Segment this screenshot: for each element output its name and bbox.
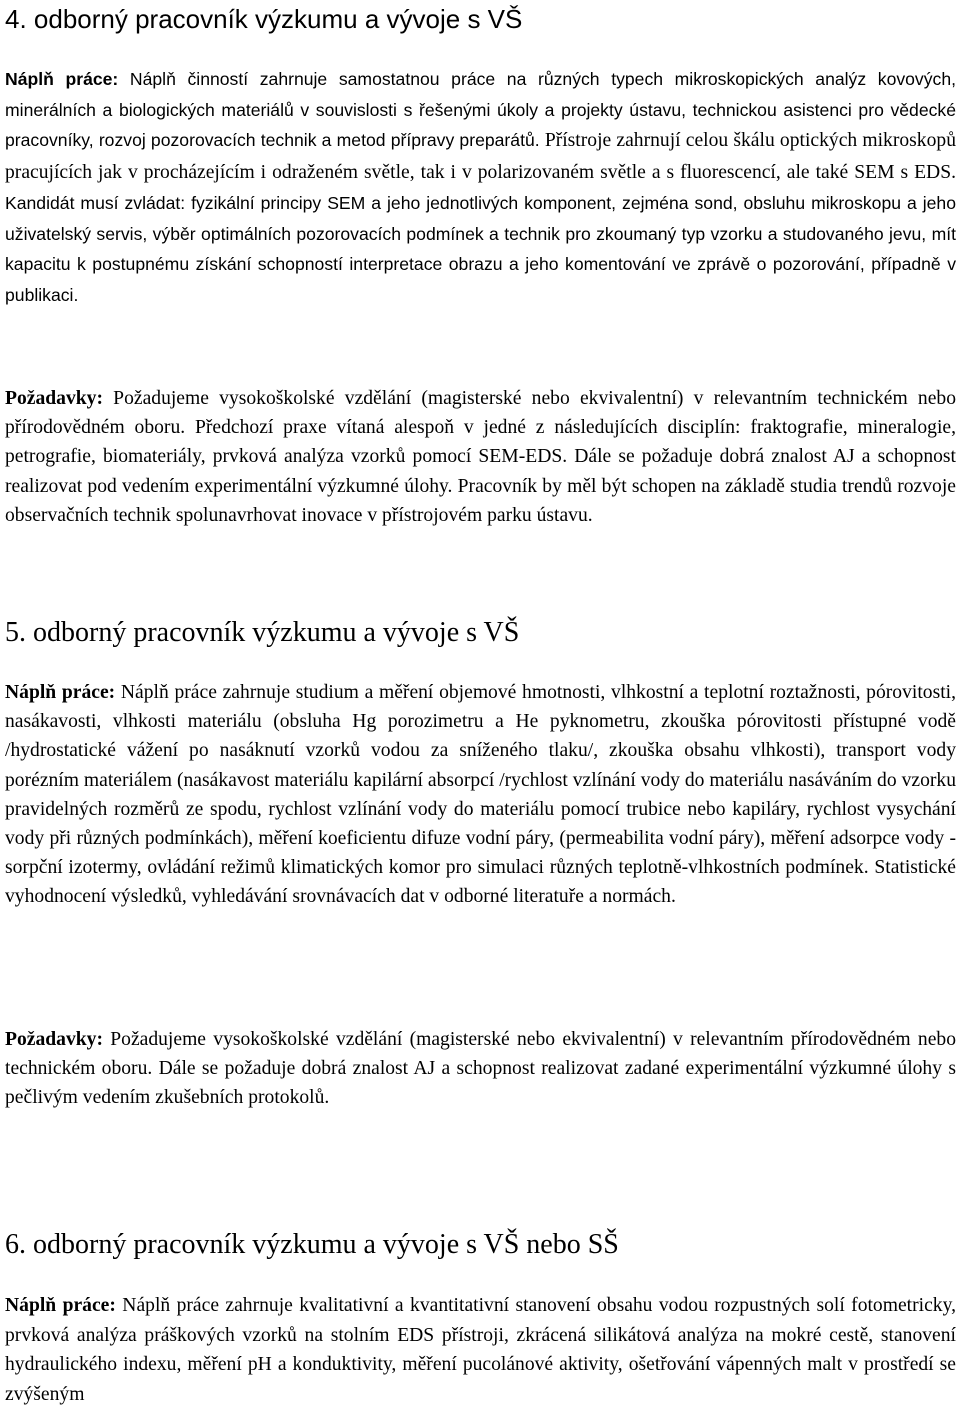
- section-4-heading: 4. odborný pracovník výzkumu a vývoje s VŠ: [5, 4, 523, 34]
- section-6-heading: 6. odborný pracovník výzkumu a vývoje s VŠ nebo SŠ: [5, 1229, 619, 1260]
- section-4-requirements: [5, 384, 956, 530]
- section-6-duties-text: Náplň práce zahrnuje kvalitativní a kvantitativní stanovení obsahu vodou rozpustných solí fotometricky, prvková analýza práškových vzorků na stolním EDS přístroji, zkrácená silikátová analýza na mokré cestě, stanovení hydraulického indexu, měření pH a konduktivity, měření pucolánové aktivity, ošetřování vápenných malt v prostředí se zvýšeným: [5, 1295, 956, 1405]
- section-5-duties-text: Náplň práce zahrnuje studium a měření objemové hmotnosti, vlhkostní a teplotní roztažnosti, pórovitosti, nasákavosti, vlhkosti materiálu (obsluha Hg porozimetru a He pyknometru, zkouška pórovitosti přístupné vodě /hydrostatické vážení po nasáknutí vzorků vodou za sníženého tlaku/, zkouška obsahu vlhkosti), transport vody porézním materiálem (nasákavost materiálu kapilární absorpcí /rychlost vzlínání vody do materiálu nasáváním do vzorku pravidelných rozměrů ze spodu, rychlost vzlínání vody do materiálu pomocí trubice nebo kapiláry, rychlost vysychání vody při různých podmínkách), měření koeficientu difuze vodní páry, (permeabilita vodní páry), měření adsorpce vody - sorpční izotermy, ovládání režimů klimatických komor pro simulaci různých teplotně-vlhkostních podmínek. Statistické vyhodnocení výsledků, vyhledávání srovnávacích dat v odborné literatuře a normách.: [5, 682, 956, 908]
- section-5-duties: [5, 678, 956, 912]
- section-4-duties: [5, 64, 956, 310]
- section-4-duties-text: Náplň činností zahrnuje samostatnou práce na různých typech mikroskopických analýz kovových, minerálních a biologických materiálů v souvislosti s řešenými úkoly a projekty ústavu, technickou asistenci pro vědecké pracovníky, rozvoj pozorovacích technik a metod přípravy preparátů.: [5, 69, 956, 150]
- section-6-duties: [5, 1291, 956, 1408]
- section-6-duties-label: Náplň práce:: [5, 1295, 116, 1316]
- section-4-req-text: Požadujeme vysokoškolské vzdělání (magisterské nebo ekvivalentní) v relevantním technickém nebo přírodovědném oboru. Předchozí praxe vítaná alespoň v jedné z následujících disciplín: fraktografie, mineralogie, petrografie, biomateriály, prvková analýza vzorků pomocí SEM-EDS. Dále se požaduje dobrá znalost AJ a schopnost realizovat pod vedením experimentální výzkumné úlohy. Pracovník by měl být schopen na základě studia trendů rozvoje observačních technik spolunavrhovat inovace v přístrojovém parku ústavu.: [5, 388, 956, 526]
- section-4-duties-label: Náplň práce:: [5, 69, 119, 89]
- section-4-instruments-text: Přístroje zahrnují celou škálu optických mikroskopů pracujících jak v procházejícím i odraženém světle, tak i v polarizovaném světle a s fluorescencí, ale také SEM s EDS.: [5, 130, 956, 183]
- section-5-req-text: Požadujeme vysokoškolské vzdělání (magisterské nebo ekvivalentní) v relevantním přírodovědném nebo technickém oboru. Dále se požaduje dobrá znalost AJ a schopnost realizovat zadané experimentální výzkumné úlohy s pečlivým vedením zkušebních protokolů.: [5, 1029, 956, 1109]
- section-5-duties-label: Náplň práce:: [5, 682, 116, 703]
- section-5-heading: 5. odborný pracovník výzkumu a vývoje s VŠ: [5, 617, 520, 648]
- section-5-req-label: Požadavky:: [5, 1029, 103, 1050]
- section-4-candidate-text: Kandidát musí zvládat: fyzikální principy SEM a jeho jednotlivých komponent, zejména sond, obsluhu mikroskopu a jeho uživatelský servis, výběr optimálních pozorovacích podmínek a technik pro zkoumaný typ vzorku a studovaného jevu, mít kapacitu k postupnému získání schopností interpretace obrazu a jeho komentování ve zprávě o pozorování, případně v publikaci.: [5, 193, 956, 305]
- section-4-req-label: Požadavky:: [5, 388, 103, 409]
- section-5-requirements: [5, 1025, 956, 1113]
